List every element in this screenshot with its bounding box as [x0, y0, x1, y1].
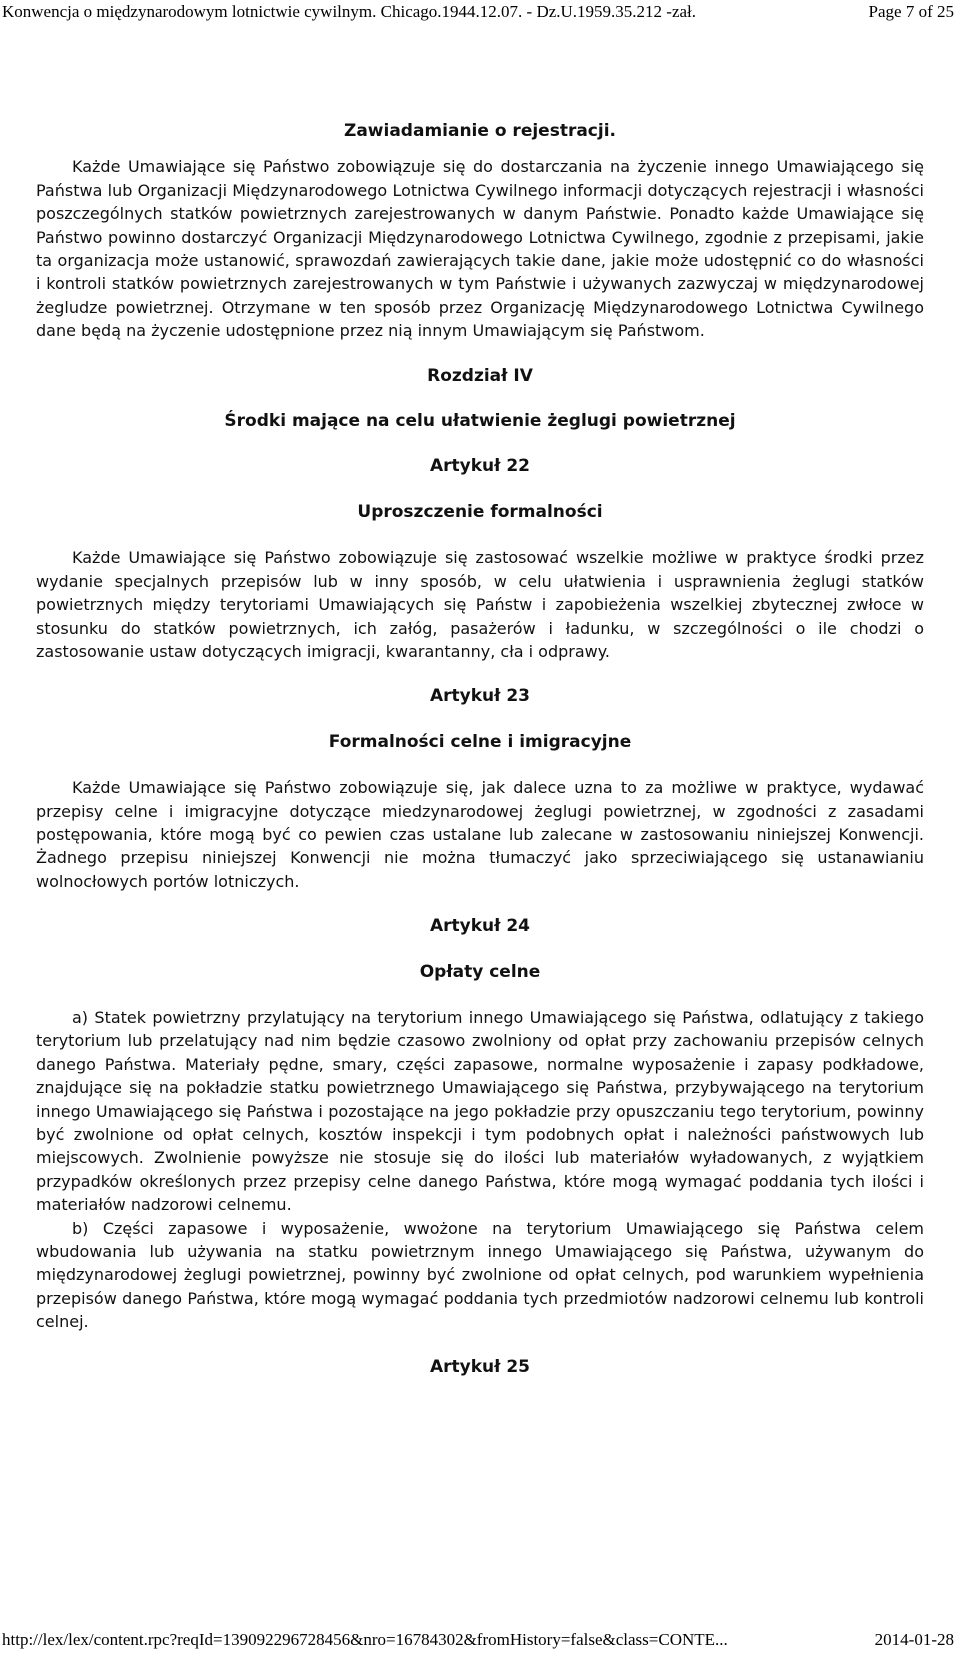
- article-number: Artykuł 24: [429, 916, 531, 937]
- chapter-title: Środki mające na celu ułatwienie żeglugi powietrznej: [224, 411, 736, 432]
- document-body: [36, 120, 924, 1379]
- paragraph: Każde Umawiające się Państwo zobowiązuje się do dostarczania na życzenie innego Umawiającego się Państwa lub Organizacji Międzynarodowego Lotnictwa Cywilnego informacji dotyczących rejestracji i własności poszczególnych statków powietrznych zarejestrowanych w danym Państwie. Ponadto każde Umawiające się Państwo powinno dostarczyć Organizacji Międzynarodowego Lotnictwa Cywilnego, zgodnie z przepisami, jakie ta organizacja może ustanowić, sprawozdań zawierających takie dane, jakie może udostępnić co do własności i kontroli statków powietrznych zarejestrowanych w tym Państwie i używanych zazwyczaj w międzynarodowej żegludze powietrznej. Otrzymane w ten sposób przez Organizację Międzynarodowego Lotnictwa Cywilnego dane będą na życzenie udostępnione przez nią innym Umawiającym się Państwom.: [36, 157, 924, 341]
- article-number: Artykuł 23: [429, 686, 531, 707]
- chapter-number: Rozdział IV: [427, 365, 533, 386]
- section-title: Zawiadamianie o rejestracji.: [344, 121, 616, 141]
- page-url: http://lex/lex/content.rpc?reqId=139092296728456&nro=16784302&fromHistory=false&class=CONTE...: [2, 1630, 728, 1649]
- paragraph: a) Statek powietrzny przylatujący na terytorium innego Umawiającego się Państwa, odlatujący z takiego terytorium lub przelatujący nad nim będzie czasowo zwolniony od opłat przy zachowaniu przepisów celnych danego Państwa. Materiały pędne, smary, części zapasowe, normalne wyposażenie i zapasy podkładowe, znajdujące się na pokładzie statku powietrznego Umawiającego się Państwa, przybywającego na terytorium innego Umawiającego się Państwa i pozostające na jego pokładzie przy opuszczaniu tego terytorium, powinny być zwolnione od opłat celnych, kosztów inspekcji i tym podobnych opłat i należności państwowych lub miejscowych. Zwolnienie powyższe nie stosuje się do ilości lub materiałów wyładowanych, z wyjątkiem przypadków określonych przez przepisy celne danego Państwa, które mogą wymagać poddania tych ilości i materiałów nadzorowi celnemu.: [36, 1007, 924, 1215]
- print-header: [0, 2, 960, 22]
- document-title: Konwencja o międzynarodowym lotnictwie cywilnym. Chicago.1944.12.07. - Dz.U.1959.35.212 -zał.: [2, 2, 697, 21]
- article-title: Uproszczenie formalności: [357, 501, 603, 522]
- article-title: Opłaty celne: [419, 961, 541, 982]
- article-number: Artykuł 22: [429, 456, 531, 477]
- print-footer: [0, 1630, 960, 1650]
- print-date: 2014-01-28: [874, 1630, 954, 1649]
- paragraph: Każde Umawiające się Państwo zobowiązuje się, jak dalece uzna to za możliwe w praktyce, wydawać przepisy celne i imigracyjne dotyczące miedzynarodowej żeglugi powietrznej, w zgodności z zasadami postępowania, które mogą być co pewien czas ustalane lub zalecane w zastosowaniu niniejszej Konwencji. Żadnego przepisu niniejszej Konwencji nie można tłumaczyć jako sprzeciwiającego się ustanawianiu wolnocłowych portów lotniczych.: [36, 778, 924, 891]
- article-number: Artykuł 25: [429, 1356, 531, 1377]
- page-number: Page 7 of 25: [868, 2, 954, 21]
- paragraph: b) Części zapasowe i wyposażenie, wwożone na terytorium Umawiającego się Państwa celem wbudowania lub używania na statku powietrznym innego Umawiającego się Państwa, używanym do międzynarodowej żeglugi powietrznej, powinny być zwolnione od opłat celnych, pod warunkiem wypełnienia przepisów danego Państwa, które mogą wymagać poddania tych przedmiotów nadzorowi celnemu lub kontroli celnej.: [36, 1218, 924, 1332]
- article-title: Formalności celne i imigracyjne: [328, 731, 632, 752]
- paragraph: Każde Umawiające się Państwo zobowiązuje się zastosować wszelkie możliwe w praktyce środki przez wydanie specjalnych przepisów lub w inny sposób, w celu ułatwienia i usprawnienia żeglugi statków powietrznych między terytoriami Umawiających się Państw i zapobieżenia wszelkiej zbytecznej zwłoce w stosunku do statków powietrznych, ich załóg, pasażerów i ładunku, w szczególności o ile chodzi o zastosowanie ustaw dotyczących imigracji, kwarantanny, cła i odprawy.: [36, 548, 924, 661]
